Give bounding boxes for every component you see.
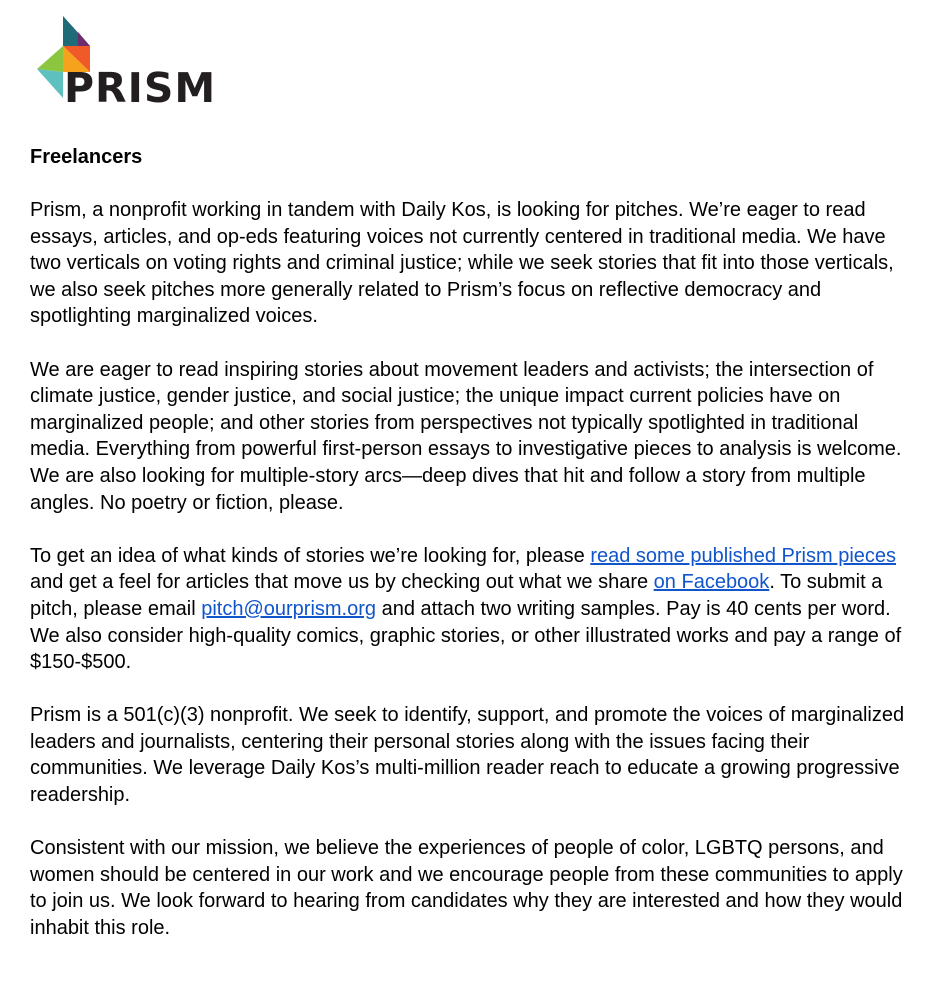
submission-text-4: and attach two writing samples. Pay is 40 cents per word. We also consider high-quality comics, graphic stories, or other illustrated works and pay a range of $150-$500. [30,597,902,674]
freelancers-document [30,144,910,968]
prism-logo [34,14,217,112]
submission-text-3: . To submit a pitch, please email [30,571,883,620]
page-title: Freelancers [30,146,143,168]
submission-text-1: To get an idea of what kinds of stories we’re looking for, please [30,544,591,567]
submission-text-2: and get a feel for articles that move us by checking out what we share [30,571,654,594]
logo-triangle-light-teal [37,69,63,98]
paragraph-submission [30,543,910,676]
facebook-link[interactable]: on Facebook [653,571,770,594]
published-pieces-link[interactable]: read some published Prism pieces [590,544,897,567]
pitch-email-link[interactable]: pitch@ourprism.org [201,597,377,620]
paragraph-about-prism: Prism is a 501(c)(3) nonprofit. We seek to identify, support, and promote the voices of marginalized leaders and journalists, centering their personal stories along with the issues facing their communities. We leverage Daily Kos’s multi-million reader reach to educate a growing progressive readership. [30,704,905,807]
paragraph-mission: Consistent with our mission, we believe the experiences of people of color, LGBTQ persons, and women should be centered in our work and we encourage people from these communities to apply to join us. We look forward to hearing from candidates why they are interested and how they would inhabit this role. [30,837,903,940]
logo-triangle-green [37,46,63,72]
logo-wordmark: PRISM [64,64,217,112]
paragraph-intro: Prism, a nonprofit working in tandem with Daily Kos, is looking for pitches. We’re eager to read essays, articles, and op-eds featuring voices not currently centered in traditional media. We have two verticals on voting rights and criminal justice; while we seek stories that fit into those verticals, we also seek pitches more generally related to Prism’s focus on reflective democracy and spotlighting marginalized voices. [30,199,894,328]
paragraph-story-interests: We are eager to read inspiring stories about movement leaders and activists; the intersection of climate justice, gender justice, and social justice; the unique impact current policies have on marginalized people; and other stories from perspectives not typically spotlighted in traditional media. Everything from powerful first-person essays to investigative pieces to analysis is welcome. We are also looking for multiple-story arcs—deep dives that hit and follow a story from multiple angles. No poetry or fiction, please. [30,358,902,514]
